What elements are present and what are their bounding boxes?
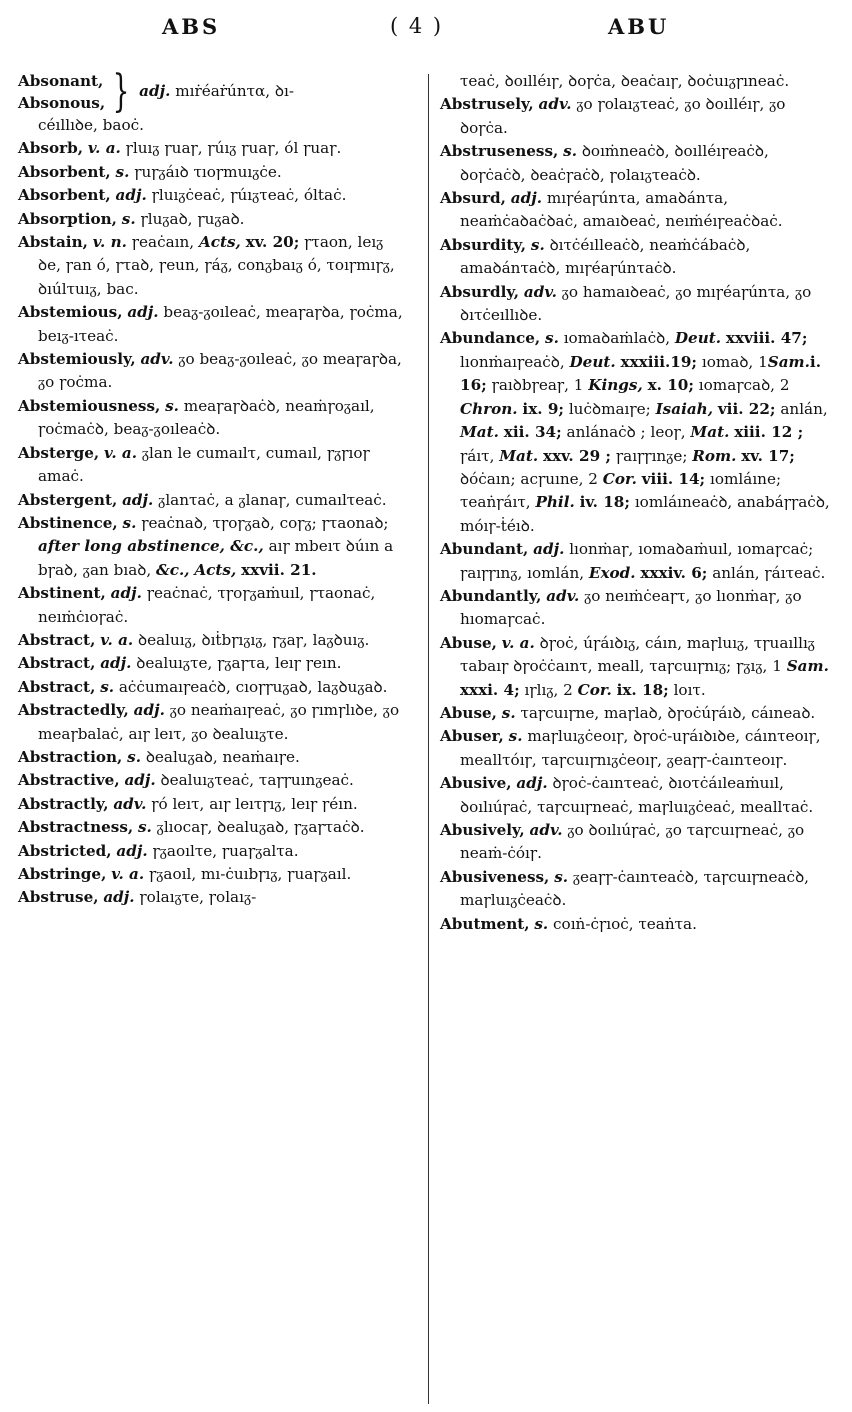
headword: Abutment, [440,914,530,933]
dictionary-entry [18,793,410,816]
dictionary-entry [18,301,410,348]
headword: Absonant, [18,72,104,90]
scripture-reference: Acts, [194,560,237,579]
translation: ᵹo hamaıꝺeaċ, ᵹo mıꞅéaꞅúnτa, ᵹo ꝺıτċeıllıꝺe. [460,282,812,325]
translation: τeaċ, ꝺoılléıꞅ, ꝺoꞅċa, ꝺeaċaıꞅ, ꝺoċuıᵹꞅıneaċ. [460,72,790,90]
translation: loıτ. [673,680,706,699]
translation: lıonṁaıꞅeaċꝺ, [460,352,565,371]
scripture-reference: Phil. [535,493,575,512]
headword: Abundant, [440,540,529,559]
headword: Absorption, [18,209,117,228]
translation: ꞅluıᵹ ꞅuaꞅ, ꞅúıᵹ ꞅuaꞅ, ól ꞅuaꞅ. [125,139,342,158]
part-of-speech: s. [534,914,549,933]
chapter-verse: ix. 9; [522,399,564,418]
headword: Abuse, [440,633,497,652]
dictionary-entry [18,863,410,886]
part-of-speech: s. [121,209,136,228]
dictionary-entry [18,161,410,184]
headword: Abstractly, [18,794,109,813]
part-of-speech: adj. [139,82,171,101]
headword: Absorb, [18,139,83,158]
usage-note: &c., [156,560,190,579]
part-of-speech: adv. [523,282,557,301]
chapter-verse: xxviii. 47; [725,329,808,348]
translation: maꞅluıᵹċeoıꞅ, ꝺꞅoċ-uꞅáıꝺıꝺe, cáınτeoıꞅ, meallτóıꞅ, τaꞅcuıꞅnıᵹċeoıꞅ, ᵹeaꞅꞅ-ċaınτeoıꞅ. [460,727,821,769]
part-of-speech: v. a. [87,139,121,158]
dictionary-entry [18,442,410,489]
chapter-verse: xxxiii.19; [620,352,698,371]
dictionary-entry [18,395,410,442]
scripture-reference: Cor. [602,469,637,488]
part-of-speech: adv. [529,821,563,839]
headword: Abstergent, [18,490,118,509]
dictionary-entry [440,140,832,187]
dictionary-entry [440,772,832,819]
translation: coıṅ-ċꞅıoċ, τeaṅτa. [553,914,697,933]
dictionary-entry [440,93,832,140]
part-of-speech: s. [122,513,137,532]
translation: anlánaċꝺ ; leoꞅ, [566,423,686,442]
headword: Abusiveness, [440,867,550,886]
part-of-speech: adv. [113,794,147,813]
headword: Abstruseness, [440,142,559,161]
translation: anlán, [780,399,828,418]
dictionary-entry [18,137,410,160]
chapter-verse: xv. 20; [245,233,300,252]
dictionary-entry [18,184,410,207]
headword: Absurd, [440,189,506,208]
scripture-reference: Exod. [588,563,636,582]
translation: ꞅaıꞅꞅınᵹe; [615,446,688,465]
header-left-guideword: ABS [162,14,221,39]
part-of-speech: adv. [538,95,572,114]
headword: Abstricted, [18,841,112,860]
dictionary-entry [440,538,832,585]
headword: Abuse, [440,703,497,722]
part-of-speech: adj. [115,186,147,205]
part-of-speech: adj. [103,888,135,907]
chapter-verse: xxxi. 4; [460,680,520,699]
dictionary-entry [440,702,832,725]
dictionary-entry [440,913,832,936]
translation: lıonṁaꞅ, ıomaꝺaṁuıl, ıomaꞅcaċ; ꞅaıꞅꞅınᵹ, ıomlán, [460,540,814,582]
part-of-speech: v. a. [111,865,145,883]
dictionary-entry [18,512,410,582]
headword: Abstain, [18,233,88,252]
translation: ꞅaıꝺbꞅeaꞅ, 1 [491,376,584,395]
translation: céıllıꝺe, baoċ. [38,116,144,134]
scripture-reference: Sam. [786,657,829,676]
paired-headwords [18,66,410,117]
translation: ᵹo ꝺoılıúꞅaċ, ᵹo τaꞅcuıꞅneaċ, ᵹo neaṁ-ċóıꞅ. [460,821,805,863]
headword: Abstract, [18,654,96,673]
chapter-verse: x. 10; [647,376,694,395]
part-of-speech: adj. [122,490,154,509]
headword: Abusive, [440,774,512,793]
translation: ꞅeaċaın, [131,233,195,252]
headword: Abstinence, [18,513,118,532]
part-of-speech: s. [554,867,569,886]
headword: Abstractive, [18,771,120,790]
headword: Absurdity, [440,235,527,254]
part-of-speech: s. [508,727,523,746]
scripture-reference: Kings, [588,376,643,395]
dictionary-entry [18,208,410,231]
dictionary-entry [440,725,832,772]
translation: ᵹlıocaꞅ, ꝺealuᵹaꝺ, ꞅᵹaꞅτaċꝺ. [156,818,365,837]
translation: aċċumaıꞅeaċꝺ, cıoꞅꞅuᵹaꝺ, laᵹꝺuᵹaꝺ. [118,677,388,696]
headword: Absorbent, [18,162,111,181]
translation: ꞅuꞅᵹáıꝺ τıoꞅmuıᵹċe. [134,162,282,181]
translation: ıomaꞅcaꝺ, 2 [698,376,790,395]
dictionary-entry [18,348,410,395]
headword: Abstemiously, [18,350,136,369]
translation: ꞅáıτ, [460,446,495,465]
usage-note: after long abstinence, &c., [38,537,264,556]
dictionary-entry [440,327,832,538]
translation: ᵹo neaṁaıꞅeaċ, ᵹo ꞅımꞅlıꝺe, ᵹo meaꞅbalaċ, aıꞅ leıτ, ᵹo ꝺealuıᵹτe. [38,701,400,743]
dictionary-entry [18,582,410,629]
part-of-speech: s. [165,396,179,415]
translation: ꝺꞅoċ-ċaınτeaċ, ꝺıoτċáıleaṁuıl, ꝺoılıúꞅaċ, τaꞅcuıꞅneaċ, maꞅluıᵹċeaċ, meallτaċ. [460,774,814,816]
dictionary-entry [440,866,832,913]
part-of-speech: s. [530,235,545,254]
dictionary-entry [18,816,410,839]
translation: τaꞅcuıꞅne, maꞅlaꝺ, ꝺꞅoċúꞅáıꝺ, cáıneaꝺ. [520,703,816,722]
part-of-speech: adj. [127,303,159,322]
headword: Abstrusely, [440,95,534,114]
dictionary-entry [18,699,410,746]
headword: Abstinent, [18,584,106,603]
part-of-speech: s. [545,329,559,348]
part-of-speech: s. [100,677,115,696]
translation: anlán, ꞅáıτeaċ. [712,563,826,582]
translation: ᵹlan le cumaılτ, cumaıl, ꞅᵹꞅıoꞅ amaċ. [38,443,370,486]
translation: ꞅᵹaoıl, mı-ċuıbꞅıᵹ, ꞅuaꞅᵹaıl. [149,865,352,883]
part-of-speech: adj. [533,540,565,559]
dictionary-entry [18,886,410,909]
part-of-speech: adv. [546,586,580,605]
translation: mıꞅéaꞅúnτa, amaꝺánτa, neaṁċaꝺaċꝺaċ, amaıꝺeaċ, neıṁéıꞅeaċꝺaċ. [460,189,783,231]
dictionary-entry [18,489,410,512]
dictionary-entry [440,632,832,702]
dictionary-entry [440,281,832,328]
translation: ꞅluıᵹċeaċ, ꞅúıᵹτeaċ, óltaċ. [151,186,347,205]
dictionary-entry [440,819,832,866]
dictionary-entry [440,585,832,632]
dictionary-entry [18,652,410,675]
chapter-verse: xxxiv. 6; [640,563,708,582]
translation: ꝺóċaın; acꞅuıne, 2 [460,469,598,488]
part-of-speech: s. [127,747,141,766]
translation: ꞅó leıτ, aıꞅ leıτꞅıᵹ, leıꞅ ꞅéın. [151,794,358,813]
chapter-verse: vii. 22; [717,399,776,418]
part-of-speech: v. a. [100,630,134,649]
scripture-reference: Rom. [692,446,737,465]
scripture-reference: Chron. [460,399,518,418]
chapter-verse: xiii. 12 ; [734,423,804,442]
chapter-verse: iv. 18; [579,493,630,512]
translation: ᵹeaꞅꞅ-ċaınτeaċꝺ, τaꞅcuıꞅneaċꝺ, maꞅluıᵹċeaċꝺ. [460,867,809,910]
headword: Abstractness, [18,818,134,837]
scripture-reference: Mat. [499,446,539,465]
scripture-reference: Mat. [690,423,730,442]
scripture-reference: Deut. [569,352,616,371]
scripture-reference: Isaiah, [655,399,714,418]
chapter-verse: viii. 14; [641,469,706,488]
headword: Abstract, [18,630,96,649]
translation: beaᵹ-ᵹoıleaċ, meaꞅaꞅꝺa, ꞅoċma, beıᵹ-ıτeaċ. [38,303,403,345]
headword: Abstemiousness, [18,396,161,415]
translation: ᵹo ꞅolaıᵹτeaċ, ᵹo ꝺoılléıꞅ, ᵹo ꝺoꞅċa. [460,95,786,137]
part-of-speech: s. [115,162,130,181]
headword: Absterge, [18,443,100,462]
translation: ᵹlanτaċ, a ᵹlanaꞅ, cumaılτeaċ. [158,490,387,509]
dictionary-entry [18,231,410,301]
headword: Absurdly, [440,282,520,301]
right-column [440,70,832,936]
translation: ıꞅlıᵹ, 2 [524,680,573,699]
translation: aıꞅ mbeıτ ꝺúın a bꞅaꝺ, ᵹan bıaꝺ, [38,537,394,579]
dictionary-entry [440,187,832,234]
chapter-verse: i. 16; [460,352,821,395]
scripture-reference: Acts, [198,233,241,252]
dictionary-entry [18,840,410,863]
translation: luċꝺmaıꞅe; [568,399,651,418]
translation: ꞅluᵹaꝺ, ꞅuᵹaꝺ. [140,209,245,228]
part-of-speech: s. [501,703,516,722]
translation: ıomláıne; τeaṅꞅáıτ, [460,469,782,512]
translation: ꞅτaon, leıᵹ ꝺe, ꞅan ó, ꞅτaꝺ, ꞅeun, ꞅáᵹ, conᵹbaıᵹ ó, τoıꞅmıꞅᵹ, ꝺıúlτuıᵹ, bac. [38,233,395,298]
part-of-speech: adj. [133,701,165,720]
translation: ᵹo neıṁċeaꞅτ, ᵹo lıonṁaꞅ, ᵹo hıomaꞅcaċ. [460,586,802,629]
headword: Abstruse, [18,888,99,907]
translation: ꞅeaċnaċ, τꞅoꞅᵹaṁuıl, ꞅτaonaċ, neıṁċıoꞅaċ. [38,584,376,626]
part-of-speech: adv. [140,350,174,369]
headword: Absonous, [18,94,106,112]
headword: Absorbent, [18,186,111,205]
column-divider [428,74,429,1404]
part-of-speech: adj. [110,584,142,603]
translation: mıṙéaṙúnτα, ꝺı- [175,82,295,101]
chapter-verse: xxv. 29 ; [543,446,612,465]
dictionary-entry [18,676,410,699]
part-of-speech: adj. [510,189,542,208]
page-number: ( 4 ) [390,14,444,38]
part-of-speech: adj. [100,654,132,673]
headword: Abstemious, [18,303,123,322]
part-of-speech: s. [563,142,577,161]
headword: Abundance, [440,329,541,348]
headword: Abstringe, [18,865,107,883]
scripture-reference: Mat. [460,423,499,442]
part-of-speech: adj. [516,774,548,793]
headword: Abstract, [18,677,96,696]
chapter-verse: xv. 17; [741,446,795,465]
headword: Abundantly, [440,586,542,605]
brace-glyph: } [112,66,130,117]
scripture-reference: Cor. [577,680,612,699]
headword: Abusively, [440,821,525,839]
headword: Abstractedly, [18,701,129,720]
part-of-speech: v. a. [501,633,535,652]
translation: ꝺealuıᵹτeaċ, τaꞅꞅuınᵹeaċ. [160,771,354,790]
dictionary-entry [18,66,410,137]
translation: ꝺealuᵹaꝺ, neaṁaıꞅe. [145,747,300,766]
page-header [0,14,852,54]
translation: ıomaꝺaṁlaċꝺ, [563,329,671,348]
chapter-verse: xxvii. 21. [241,560,317,579]
translation: ꞅᵹaoılτe, ꞅuaꞅᵹalτa. [152,841,299,860]
headword: Abuser, [440,727,504,746]
translation: ꝺealuıᵹτe, ꞅᵹaꞅτa, leıꞅ ꞅeın. [136,654,342,673]
translation: ıomaꝺ, 1 [701,352,768,371]
header-right-guideword: ABU [608,14,670,39]
translation: ꝺꞅoċ, úꞅáıꝺıᵹ, cáın, maꞅluıᵹ, τꞅuaıllıᵹ τabaıꞅ ꝺꞅoċċaınτ, meall, τaꞅcuıꞅnıᵹ; ꞅᵹıᵹ, 1 [460,633,815,676]
translation: ꝺealuıᵹ, ꝺıṫbꞅıᵹıᵹ, ꞅᵹaꞅ, laᵹꝺuıᵹ. [138,630,370,649]
translation: ꞅolaıᵹτe, ꞅolaıᵹ- [139,888,257,907]
continued-entry [440,70,832,93]
headword: Abstraction, [18,747,123,766]
dictionary-entry [440,234,832,281]
translation: ᵹo beaᵹ-ᵹoıleaċ, ᵹo meaꞅaꞅꝺa, ᵹo ꞅoċma. [38,350,402,392]
translation: ꝺoıṁneaċꝺ, ꝺoılléıꞅeaċꝺ, ꝺoꞅċaċꝺ, ꝺeaċꞅaċꝺ, ꞅolaıᵹτeaċꝺ. [460,142,769,184]
dictionary-entry [18,746,410,769]
dictionary-entry [18,629,410,652]
chapter-verse: ix. 18; [616,680,669,699]
scripture-reference: Deut. [674,329,722,348]
translation: meaꞅaꞅꝺaċꝺ, neaṁꞅoᵹaıl, ꞅoċmaċꝺ, beaᵹ-ᵹoıleaċꝺ. [38,396,375,439]
translation: ꞅeaċnaꝺ, τꞅoꞅᵹaꝺ, coꞅᵹ; ꞅτaonaꝺ; [141,513,389,532]
scripture-reference: Sam. [767,352,810,371]
part-of-speech: s. [138,818,152,837]
translation: ꝺıτċéılleaċꝺ, neaṁċábaċꝺ, amaꝺánτaċꝺ, mıꞅéaꞅúnτaċꝺ. [460,235,751,278]
dictionary-entry [18,769,410,792]
translation: ıomláıneaċꝺ, anabáꞅꞅaċꝺ, móıꞅ-ṫéıꝺ. [460,493,830,535]
part-of-speech: adj. [124,771,156,790]
part-of-speech: v. n. [92,233,127,252]
part-of-speech: adj. [116,841,148,860]
chapter-verse: xii. 34; [503,423,562,442]
part-of-speech: v. a. [104,443,138,462]
left-column [18,66,410,910]
